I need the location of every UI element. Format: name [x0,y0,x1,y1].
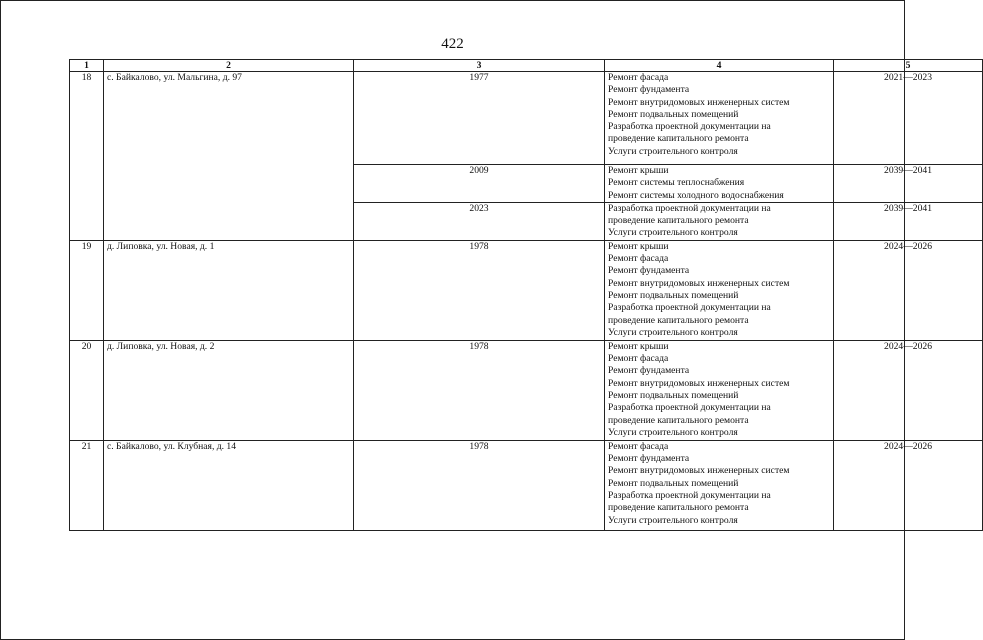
row-works [605,440,834,530]
work-item: Ремонт крыши [608,340,669,352]
table-row [70,240,983,340]
row-year: 1978 [354,340,605,440]
row-period: 2039—2041 [834,165,983,203]
row-address: д. Липовка, ул. Новая, д. 2 [104,340,354,440]
work-item: Ремонт внутридомовых инженерных систем [608,277,790,289]
work-item: Ремонт фундамента [608,453,690,465]
work-item: Разработка проектной документации на [608,302,771,314]
table-row [70,340,983,440]
header-col-2: 2 [104,60,354,72]
header-col-4: 4 [605,60,834,72]
page-number: 422 [441,36,464,52]
work-item: Ремонт внутридомовых инженерных систем [608,465,790,477]
row-number: 18 [70,72,104,241]
row-period: 2024—2026 [834,340,983,440]
table-row [70,72,983,165]
work-item: Ремонт фасада [608,353,669,365]
work-item: Ремонт фундамента [608,265,690,277]
work-item: Ремонт внутридомовых инженерных систем [608,96,790,108]
row-number: 21 [70,440,104,530]
work-item: Разработка проектной документации на [608,202,771,214]
work-item: Ремонт системы теплоснабжения [608,177,745,189]
work-item: Разработка проектной документации на [608,121,771,133]
work-item: проведение капитального ремонта [608,314,749,326]
row-period: 2021—2023 [834,72,983,165]
repair-schedule-table [69,59,983,531]
work-item: Услуги строительного контроля [608,145,738,157]
row-address: с. Байкалово, ул. Мальгина, д. 97 [104,72,354,241]
row-works [605,340,834,440]
row-year: 1977 [354,72,605,165]
work-item: Ремонт подвальных помещений [608,389,739,401]
work-item: Разработка проектной документации на [608,402,771,414]
row-year: 2023 [354,202,605,240]
table-row [70,440,983,530]
work-item: Разработка проектной документации на [608,489,771,501]
row-address: с. Байкалово, ул. Клубная, д. 14 [104,440,354,530]
row-year: 1978 [354,440,605,530]
row-works [605,202,834,240]
row-address: д. Липовка, ул. Новая, д. 1 [104,240,354,340]
work-item: Ремонт фасада [608,440,669,452]
row-period: 2024—2026 [834,440,983,530]
work-item: Ремонт крыши [608,165,669,176]
work-item: Ремонт фундамента [608,365,690,377]
work-item: Ремонт внутридомовых инженерных систем [608,377,790,389]
work-item: проведение капитального ремонта [608,133,749,145]
work-item: Услуги строительного контроля [608,426,738,438]
header-col-5: 5 [834,60,983,72]
row-year: 2009 [354,165,605,203]
work-item: Ремонт фасада [608,253,669,265]
row-works [605,240,834,340]
work-item: проведение капитального ремонта [608,215,749,227]
row-works [605,72,834,165]
work-item: Ремонт подвальных помещений [608,289,739,301]
work-item: Ремонт системы холодного водоснабжения [608,189,784,201]
work-item: Услуги строительного контроля [608,227,738,239]
work-item: Услуги строительного контроля [608,514,738,526]
row-works [605,165,834,203]
row-year: 1978 [354,240,605,340]
work-item: Ремонт подвальных помещений [608,108,739,120]
header-col-1: 1 [70,60,104,72]
row-period: 2024—2026 [834,240,983,340]
row-period: 2039—2041 [834,202,983,240]
work-item: Ремонт крыши [608,240,669,252]
header-col-3: 3 [354,60,605,72]
work-item: Услуги строительного контроля [608,326,738,338]
work-item: Ремонт фундамента [608,84,690,96]
row-number: 19 [70,240,104,340]
table-header-row [70,60,983,72]
work-item: Ремонт подвальных помещений [608,477,739,489]
row-number: 20 [70,340,104,440]
work-item: Ремонт фасада [608,72,669,83]
work-item: проведение капитального ремонта [608,502,749,514]
work-item: проведение капитального ремонта [608,414,749,426]
